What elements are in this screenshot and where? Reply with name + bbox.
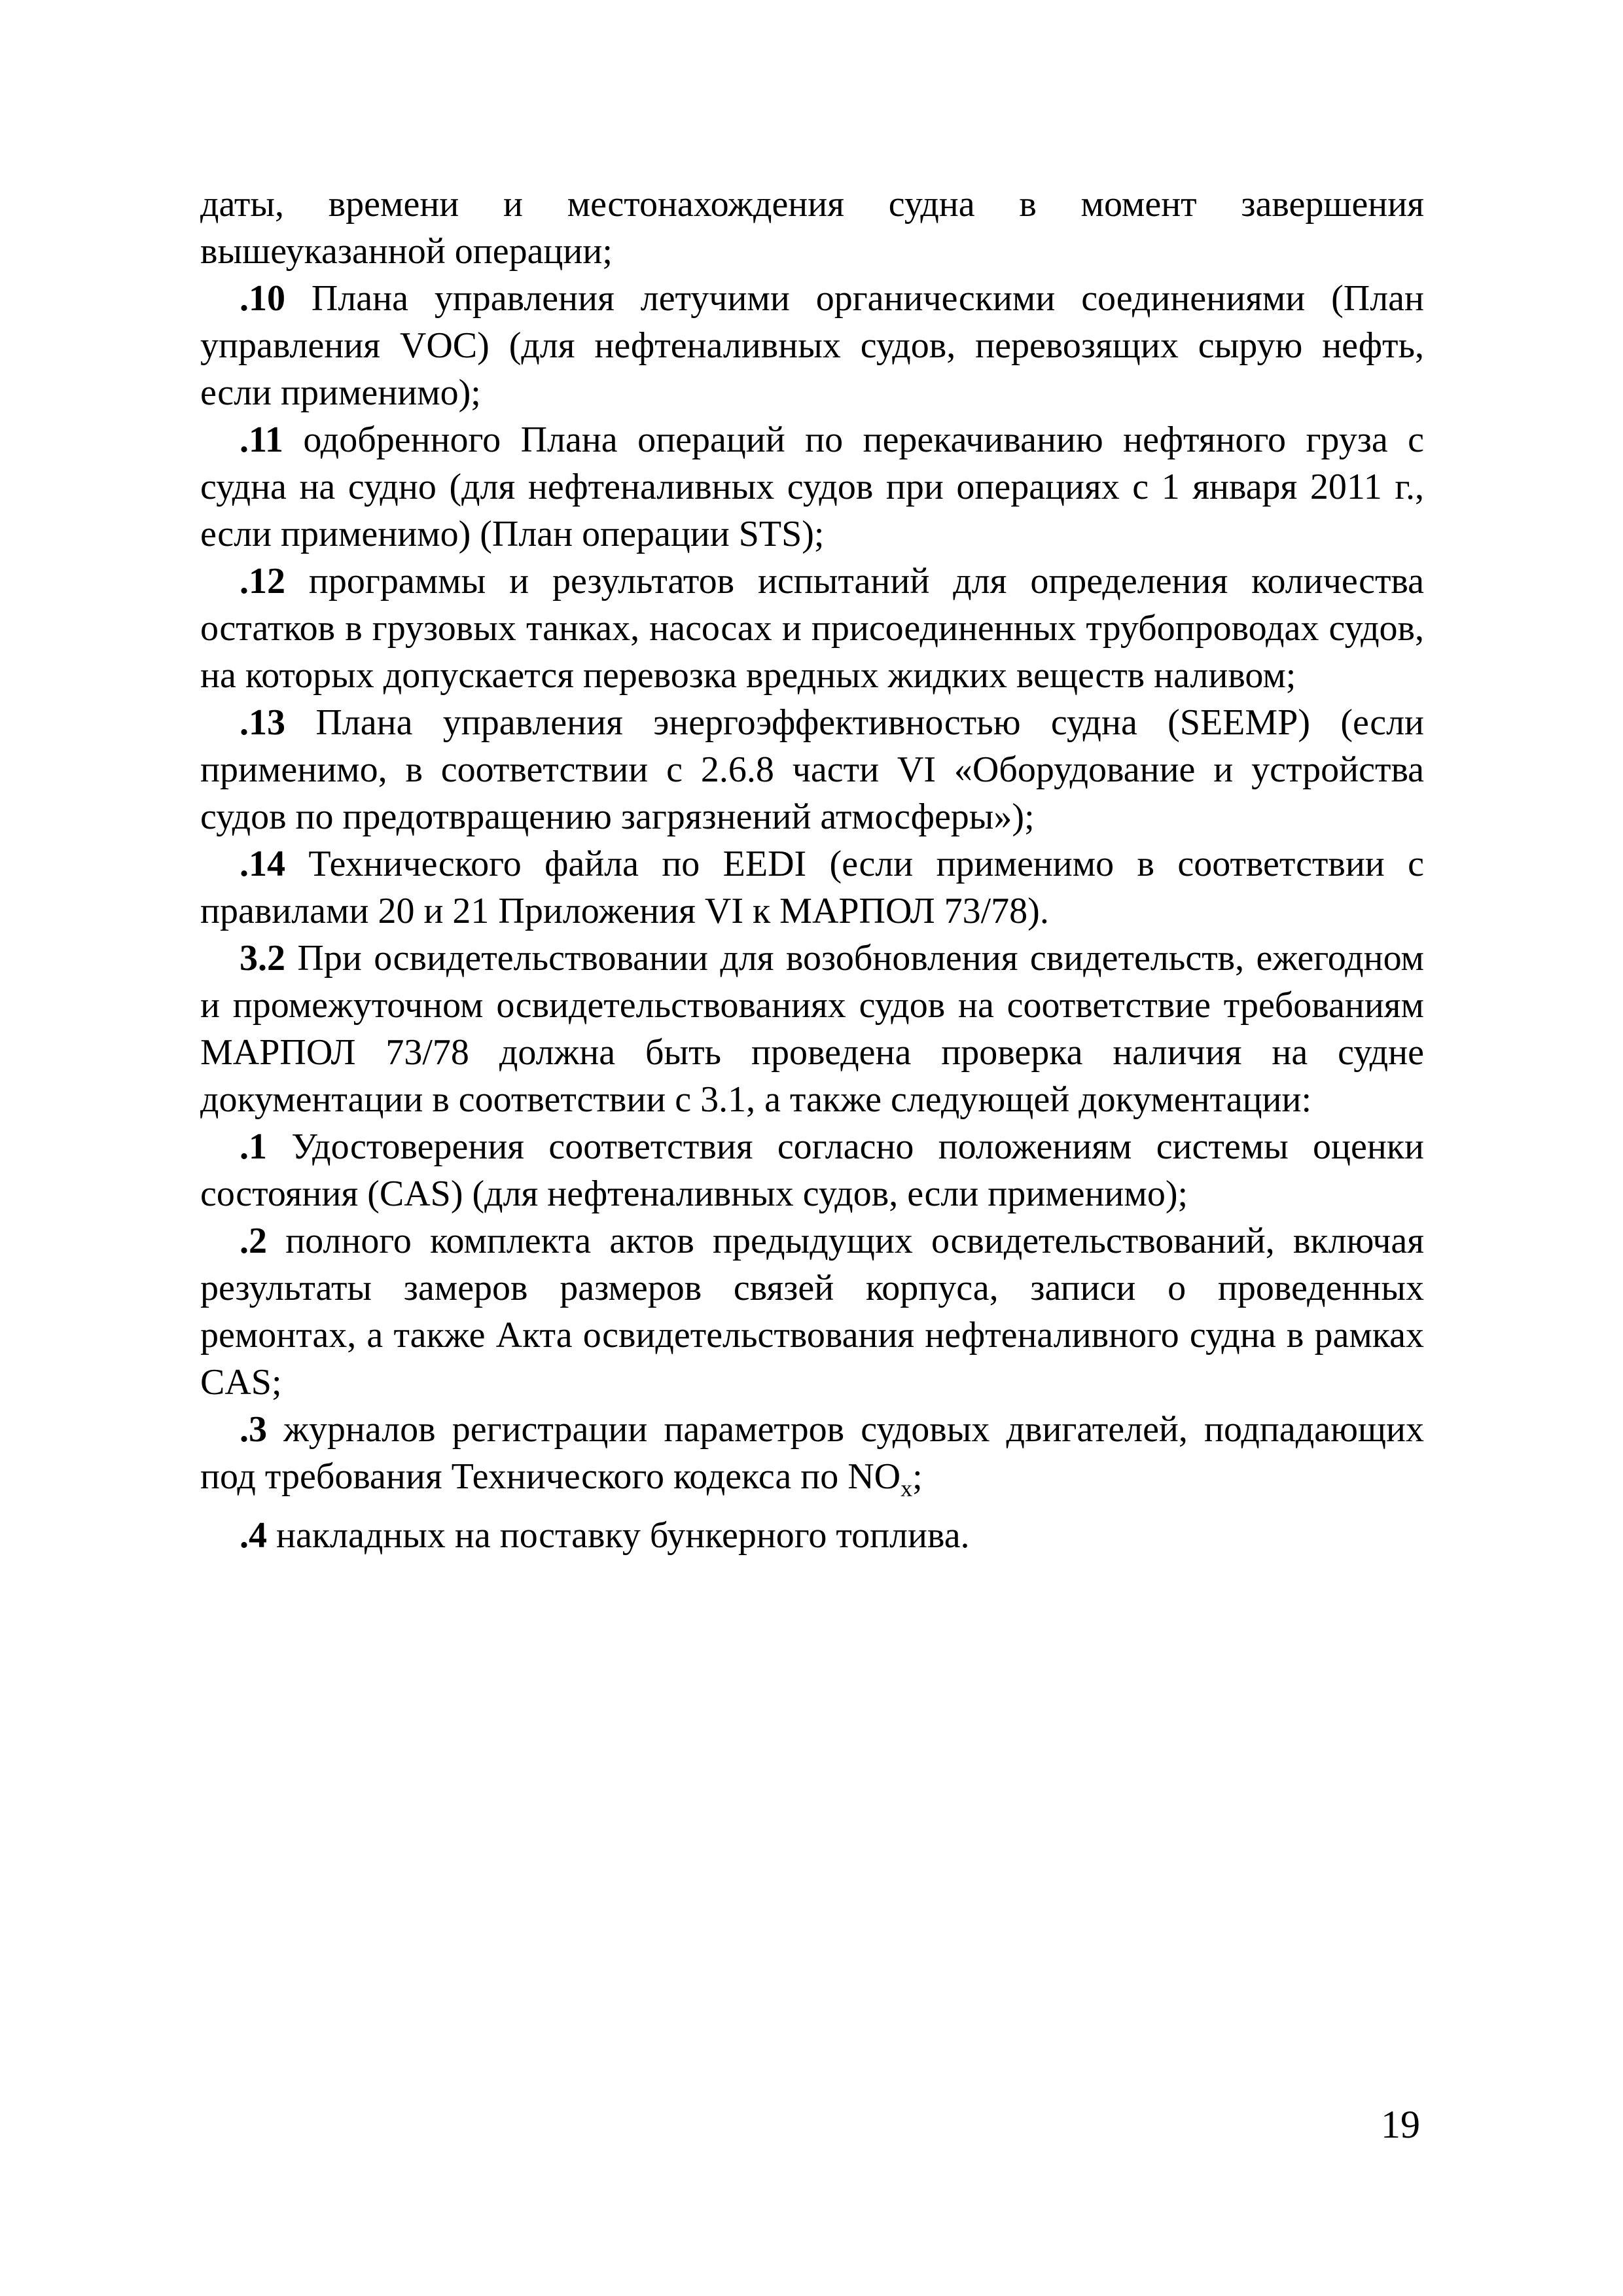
list-item-3 [200,1406,1424,1512]
item-text: Плана управления летучими органическими соединениями (План управления VOC) (для нефтеналивных судов, перевозящих сырую нефть, если применимо); [200,278,1424,413]
list-item-11 [200,416,1424,558]
section-3-2 [200,935,1424,1123]
item-text-tail: ; [912,1456,923,1497]
list-item-4 [200,1512,1424,1559]
subscript-x: x [901,1475,913,1502]
item-text: Плана управления энергоэффективностью судна (SEEMP) (если применимо, в соответствии с 2.6.8 части VI «Оборудование и устройства судов по предотвращению загрязнений атмосферы»); [200,702,1424,837]
paragraph-continuation [200,181,1424,275]
item-text: журналов регистрации параметров судовых двигателей, подпадающих под требования Технического кодекса по NO [200,1409,1424,1497]
paragraph-text: даты, времени и местонахождения судна в момент завершения вышеуказанной операции; [200,184,1424,272]
item-number: .3 [240,1409,267,1450]
item-number: .13 [240,702,285,743]
item-number: .1 [240,1126,267,1167]
list-item-10 [200,275,1424,416]
item-number: .4 [240,1515,267,1556]
item-number: .12 [240,561,285,601]
list-item-2 [200,1217,1424,1406]
section-number: 3.2 [240,938,285,978]
item-number: .2 [240,1221,267,1261]
list-item-1 [200,1123,1424,1217]
item-number: .10 [240,278,285,319]
item-text: полного комплекта актов предыдущих освидетельствований, включая результаты замеров размеров связей корпуса, записи о проведенных ремонтах, а также Акта освидетельствования нефтеналивного судна в рамках CAS; [200,1221,1424,1403]
item-text: Технического файла по EEDI (если применимо в соответствии с правилами 20 и 21 Приложения VI к МАРПОЛ 73/78). [200,844,1424,931]
list-item-14 [200,840,1424,935]
item-text: одобренного Плана операций по перекачиванию нефтяного груза с судна на судно (для нефтеналивных судов при операциях с 1 января 2011 г., если применимо) (План операции STS); [200,420,1424,554]
list-item-12 [200,558,1424,699]
item-text: накладных на поставку бункерного топлива. [267,1515,970,1556]
item-text: Удостоверения соответствия согласно положениям системы оценки состояния (CAS) (для нефтеналивных судов, если применимо); [200,1126,1424,1214]
item-number: .11 [240,420,283,460]
document-body [200,181,1424,1559]
item-number: .14 [240,844,285,884]
list-item-13 [200,699,1424,840]
section-text: При освидетельствовании для возобновления свидетельств, ежегодном и промежуточном освидетельствованиях судов на соответствие требованиям МАРПОЛ 73/78 должна быть проведена проверка наличия на судне документации в соответствии с 3.1, а также следующей документации: [200,938,1424,1120]
item-text: программы и результатов испытаний для определения количества остатков в грузовых танках, насосах и присоединенных трубопроводах судов, на которых допускается перевозка вредных жидких веществ наливом; [200,561,1424,696]
page-number: 19 [1381,2103,1420,2146]
